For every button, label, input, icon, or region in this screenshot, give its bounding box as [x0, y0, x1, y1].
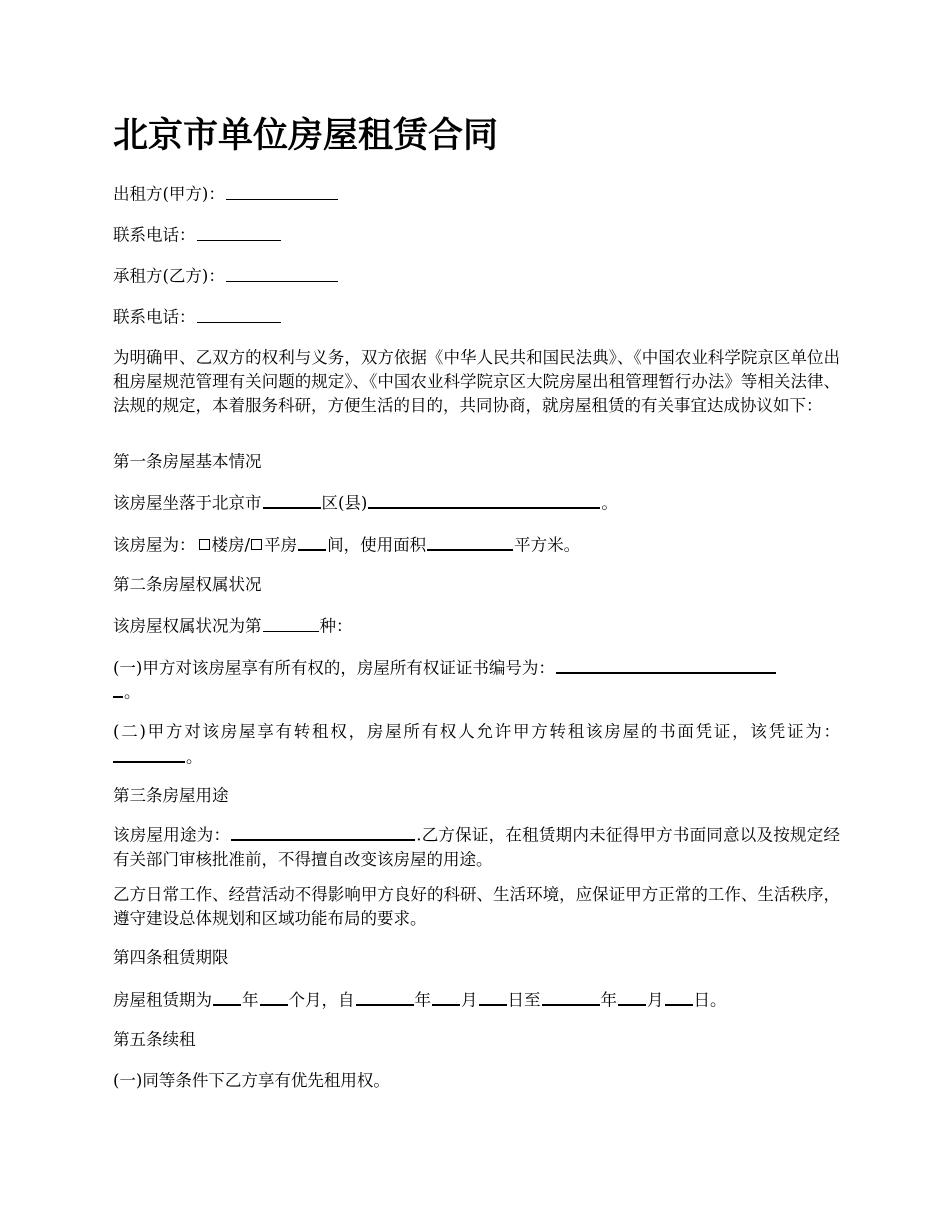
ownership-item2-paragraph	[113, 720, 840, 770]
location-district-label: 区(县)	[321, 493, 368, 513]
lease-term-line	[113, 987, 727, 1013]
ownership-item1-line2	[113, 679, 141, 705]
area-unit: 平方米。	[514, 535, 581, 555]
usage-rest: .乙方保证，在租赁期内未征得甲方书面同意以及按规定经有关部门审核批准前，不得擅自改变该房屋的用途。	[113, 825, 841, 869]
day-end-label: 日。	[693, 990, 727, 1010]
article4-heading: 第四条租赁期限	[113, 948, 229, 967]
area-blank[interactable]	[427, 532, 513, 551]
article2-heading: 第二条房屋权属状况	[113, 575, 262, 594]
lessee-phone-line	[113, 305, 282, 330]
article5-heading: 第五条续租	[113, 1030, 196, 1049]
document-title: 北京市单位房屋租赁合同	[113, 116, 499, 156]
location-line	[113, 490, 618, 516]
location-end: 。	[601, 493, 618, 513]
lessor-blank[interactable]	[226, 182, 338, 200]
ownership-status-prefix: 该房屋权属状况为第	[113, 616, 262, 636]
house-type-line	[113, 532, 580, 558]
term-prefix: 房屋租赁期为	[113, 990, 212, 1010]
bungalow-checkbox-icon[interactable]	[251, 539, 262, 550]
location-district-blank[interactable]	[263, 490, 321, 509]
start-year-label: 年	[414, 990, 431, 1010]
day-to-label: 日至	[507, 990, 541, 1010]
ownership-type-blank[interactable]	[263, 614, 319, 632]
lessor-phone-blank[interactable]	[197, 223, 281, 241]
sublease-voucher-blank[interactable]	[113, 744, 185, 763]
ownership-item1-text: (一)甲方对该房屋享有所有权的，房屋所有权证证书编号为：	[113, 658, 555, 678]
renewal-item1: (一)同等条件下乙方享有优先租用权。	[113, 1071, 390, 1090]
ownership-status-line	[113, 614, 353, 639]
lessee-phone-label: 联系电话：	[113, 307, 196, 327]
rooms-area-label: 间，使用面积	[327, 535, 427, 555]
lessor-line	[113, 182, 339, 207]
room-count-blank[interactable]	[298, 532, 326, 551]
end-year-blank[interactable]	[542, 987, 600, 1006]
start-month-label: 月	[461, 990, 478, 1010]
ownership-item2-text: (二)甲方对该房屋享有转租权，房屋所有权人允许甲方转租该房屋的书面凭证，该凭证为：	[113, 722, 840, 741]
house-type-prefix: 该房屋为：	[113, 535, 196, 555]
building-checkbox-icon[interactable]	[199, 539, 210, 550]
start-year-blank[interactable]	[356, 987, 414, 1006]
lessor-phone-line	[113, 223, 282, 248]
term-year-label: 年	[242, 990, 259, 1010]
ownership-status-suffix: 种：	[319, 616, 353, 636]
ownership-item1-line1	[113, 655, 777, 681]
operations-paragraph: 乙方日常工作、经营活动不得影响甲方良好的科研、生活环境，应保证甲方正常的工作、生活秩序，遵守建设总体规划和区域功能布局的要求。	[113, 885, 840, 928]
usage-paragraph	[113, 822, 840, 872]
term-years-blank[interactable]	[213, 987, 241, 1006]
lessee-phone-blank[interactable]	[197, 305, 281, 323]
lessee-line	[113, 264, 339, 289]
article3-heading: 第三条房屋用途	[113, 786, 229, 805]
ownership-item2-end: 。	[186, 747, 203, 767]
term-months-blank[interactable]	[260, 987, 288, 1006]
building-label: 楼房/	[211, 535, 251, 555]
end-month-blank[interactable]	[618, 987, 646, 1006]
usage-blank[interactable]	[231, 822, 415, 841]
term-months-from: 个月，自	[288, 990, 355, 1010]
location-address-blank[interactable]	[368, 490, 600, 509]
certificate-number-blank-cont[interactable]	[113, 679, 123, 698]
lessor-label: 出租方(甲方)：	[113, 184, 225, 204]
article1-heading: 第一条房屋基本情况	[113, 452, 262, 471]
ownership-item1-end: 。	[124, 682, 141, 702]
lessee-label: 承租方(乙方)：	[113, 266, 225, 286]
lessee-blank[interactable]	[226, 264, 338, 282]
end-day-blank[interactable]	[665, 987, 693, 1006]
end-month-label: 月	[647, 990, 664, 1010]
preamble-paragraph: 为明确甲、乙双方的权利与义务，双方依据《中华人民共和国民法典》、《中国农业科学院京区单位出租房屋规范管理有关问题的规定》、《中国农业科学院京区大院房屋出租管理暂行办法》等相关法律、法规的规定，本着服务科研，方便生活的目的，共同协商，就房屋租赁的有关事宜达成协议如下：	[113, 348, 840, 415]
usage-prefix: 该房屋用途为：	[113, 825, 231, 845]
bungalow-label: 平房	[264, 535, 298, 555]
start-day-blank[interactable]	[479, 987, 507, 1006]
end-year-label: 年	[600, 990, 617, 1010]
lessor-phone-label: 联系电话：	[113, 225, 196, 245]
certificate-number-blank[interactable]	[556, 655, 776, 674]
location-prefix: 该房屋坐落于北京市	[113, 493, 262, 513]
start-month-blank[interactable]	[432, 987, 460, 1006]
